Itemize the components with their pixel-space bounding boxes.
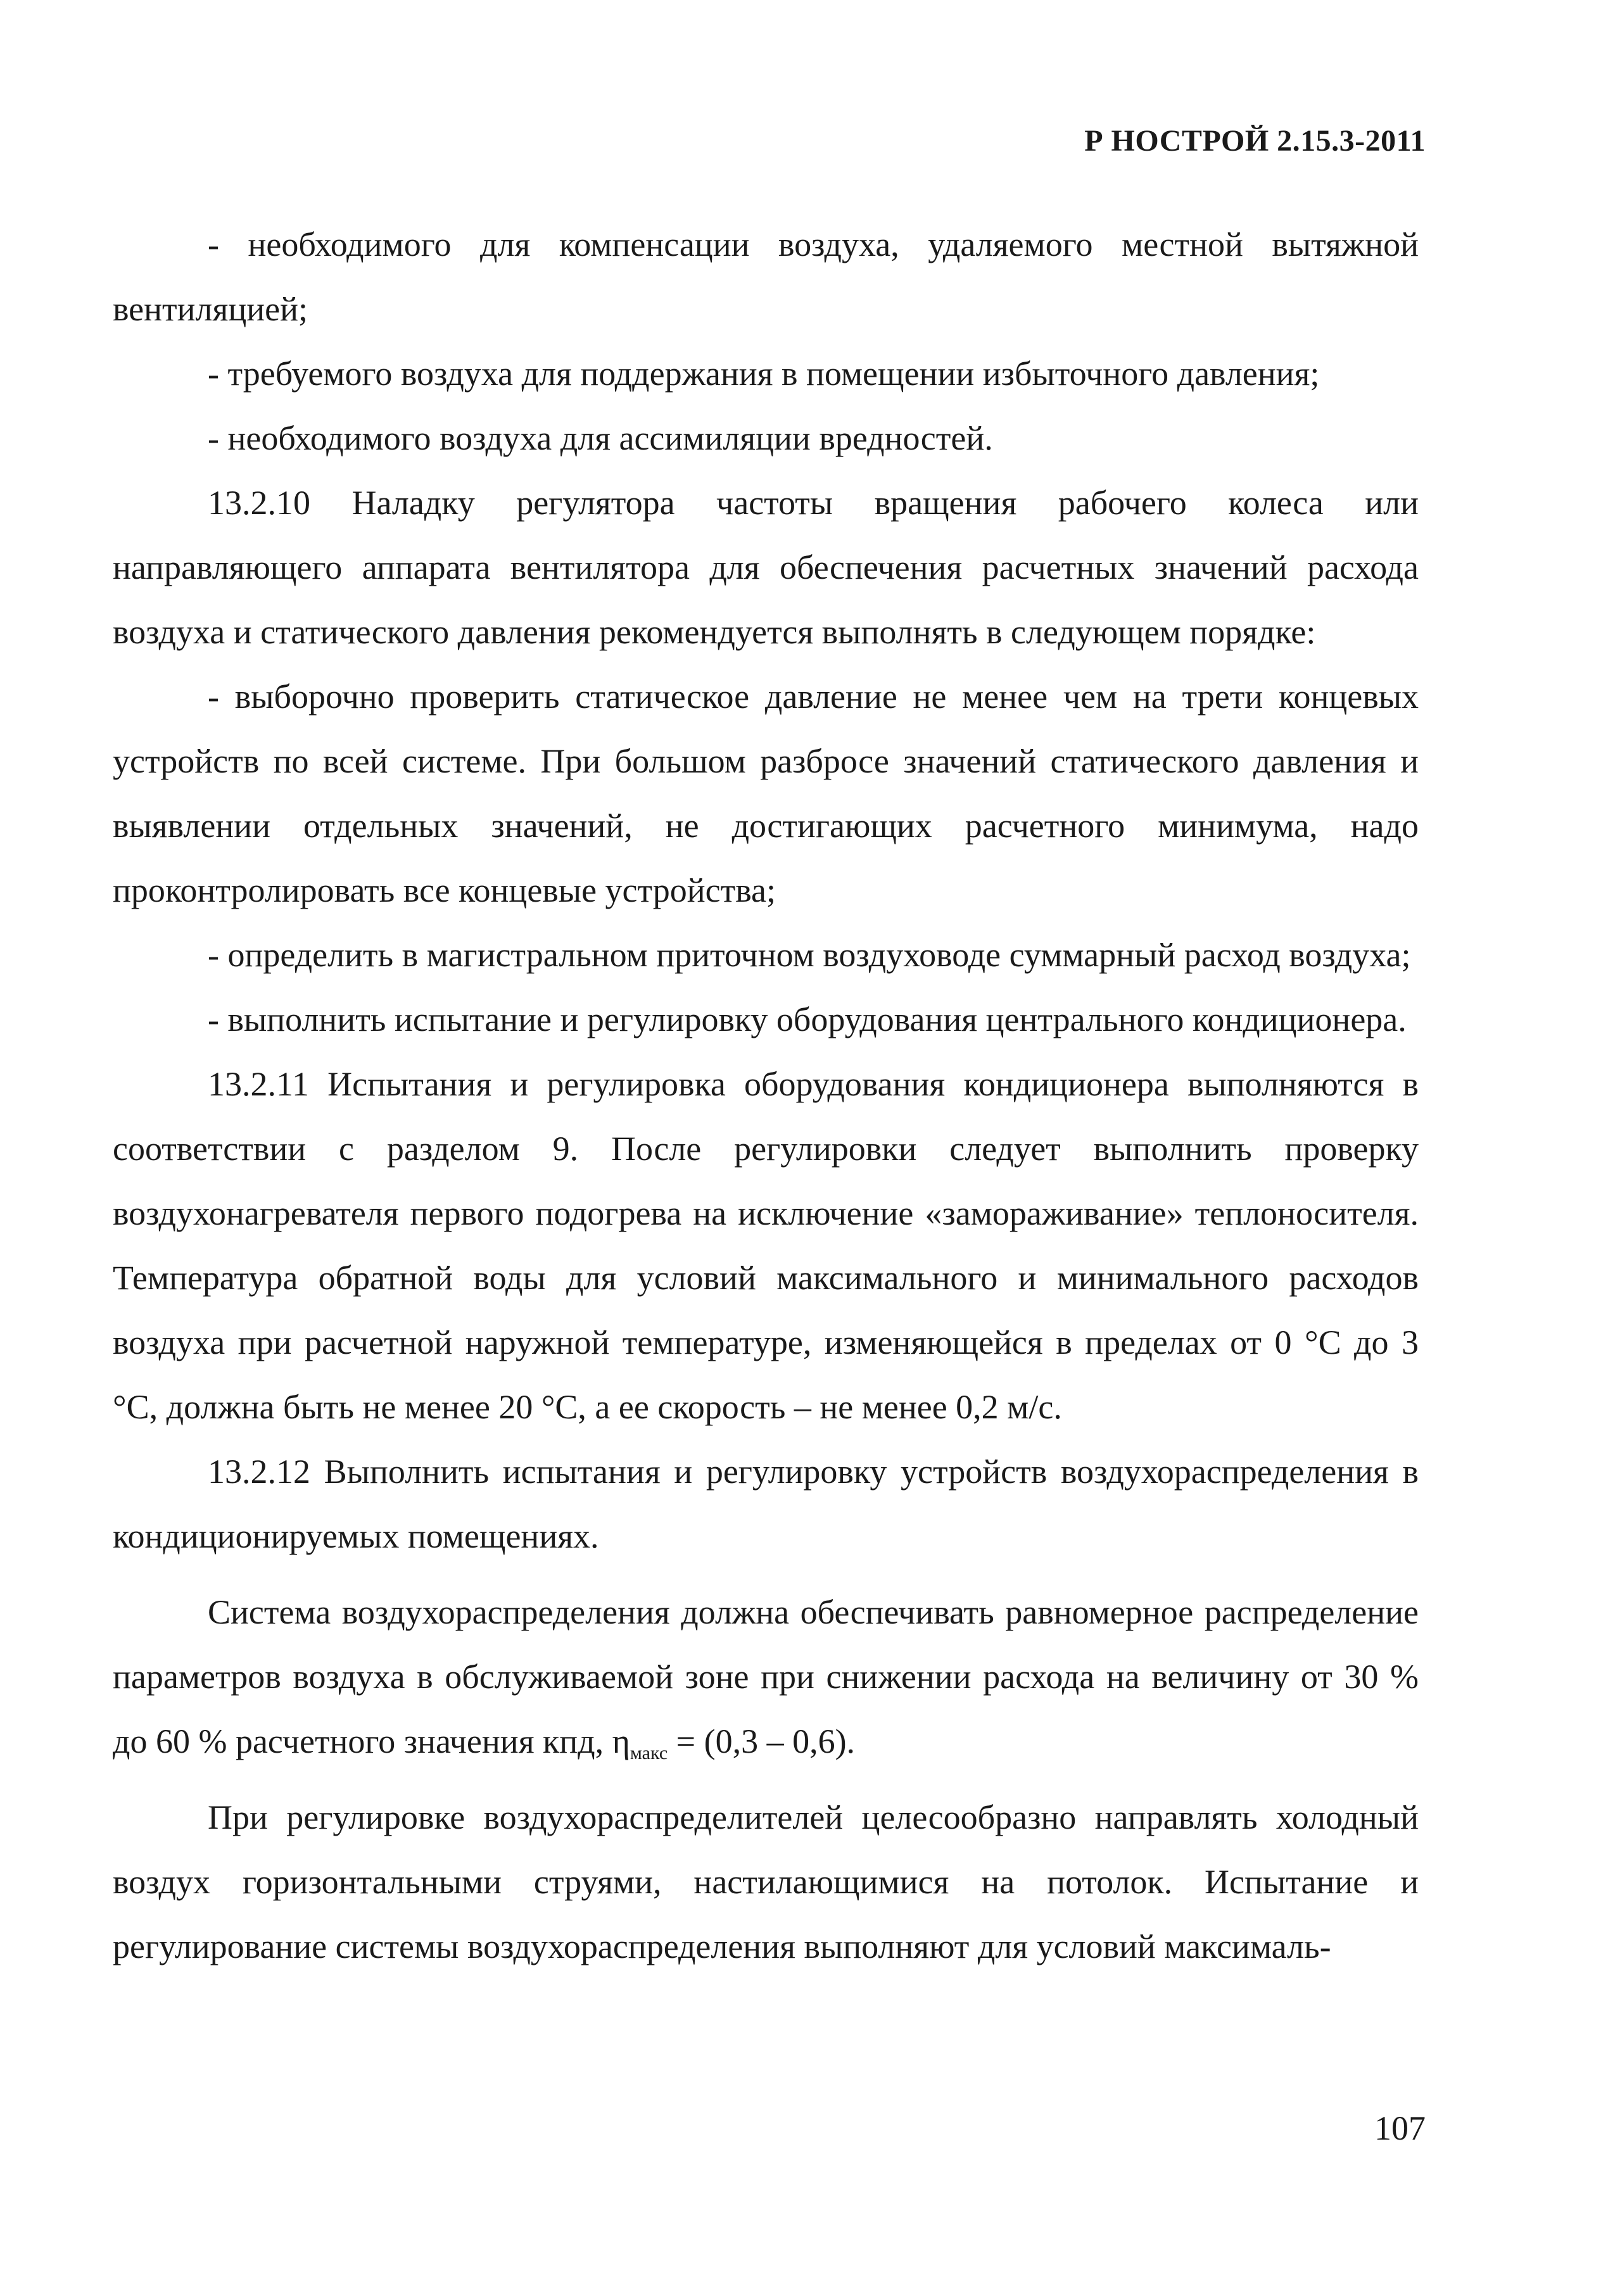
paragraph: - выборочно проверить статическое давление не менее чем на трети концевых устройств по всей системе. При большом разбросе значений статического давления и выявлении отдельных значений, не достигающих расчетного минимума, надо проконтролировать все концевые устройства; <box>113 678 1419 909</box>
paragraph: 13.2.12 Выполнить испытания и регулировку устройств воздухораспределения в кондиционируемых помещениях. <box>113 1453 1419 1555</box>
paragraph-efficiency-value: = (0,3 – 0,6). <box>668 1722 856 1760</box>
paragraph: - определить в магистральном приточном воздуховоде суммарный расход воздуха; <box>208 936 1411 974</box>
paragraph-efficiency-text: Система воздухораспределения должна обеспечивать равномерное распределение параметров воздуха в обслуживаемой зоне при снижении расхода на величину от 30 % до 60 % расчетного значения кпд, η <box>113 1593 1419 1760</box>
paragraph-efficiency <box>113 1580 1419 1774</box>
paragraph: - выполнить испытание и регулировку оборудования центрального кондиционера. <box>208 1000 1407 1038</box>
document-header: Р НОСТРОЙ 2.15.3-2011 <box>1084 124 1426 158</box>
paragraph: 13.2.10 Наладку регулятора частоты вращения рабочего колеса или направляющего аппарата вентилятора для обеспечения расчетных значений расхода воздуха и статического давления рекомендуется выполнять в следующем порядке: <box>113 484 1419 651</box>
paragraph: - требуемого воздуха для поддержания в помещении избыточного давления; <box>208 355 1320 393</box>
eta-subscript: макс <box>630 1743 668 1763</box>
paragraph: При регулировке воздухораспределителей целесообразно направлять холодный воздух горизонтальными струями, настилающимися на потолок. Испытание и регулирование системы воздухораспределения выполняют для условий максималь- <box>113 1798 1419 1965</box>
paragraph: - необходимого для компенсации воздуха, удаляемого местной вытяжной вентиляцией; <box>113 225 1419 328</box>
page-number: 107 <box>1374 2109 1426 2147</box>
body-text <box>113 212 1419 1979</box>
paragraph: 13.2.11 Испытания и регулировка оборудования кондиционера выполняются в соответствии с разделом 9. После регулировки следует выполнить проверку воздухонагревателя первого подогрева на исключение «замораживание» теплоносителя. Температура обратной воды для условий максимального и минимального расходов воздуха при расчетной наружной температуре, изменяющейся в пределах от 0 °С до 3 °С, должна быть не менее 20 °С, а ее скорость – не менее 0,2 м/с. <box>113 1065 1419 1426</box>
paragraph: - необходимого воздуха для ассимиляции вредностей. <box>208 419 993 457</box>
